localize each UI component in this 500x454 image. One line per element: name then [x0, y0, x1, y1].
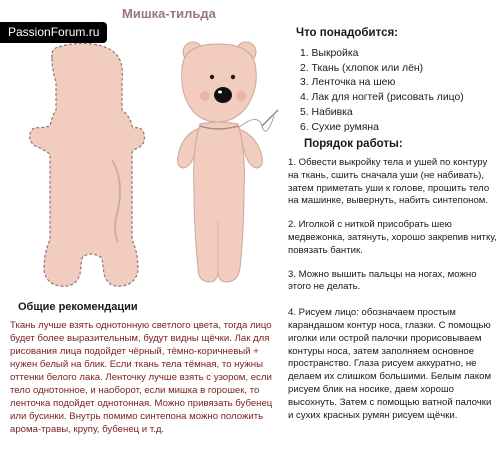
order-step: 4. Рисуем лицо: обозначаем простым карандашом контур носа, глазки. С помощью иголки или острой палочки прорисовываем контуры носа, затем заполняем основное пространство. Глаза рисуем аккуратно, не делаем их слишком большими. Белым лаком рисуем блик на носике, даем хорошо высохнуть. Затем с помощью ватной палочки и сухих красных румян рисуем щёчки. [288, 307, 492, 421]
bear-cheek-left [200, 91, 210, 101]
order-title: Порядок работы: [304, 138, 403, 150]
bear-head [182, 44, 257, 122]
needle-icon [262, 110, 278, 126]
bear-cheek-right [236, 91, 246, 101]
bear-eye-left [210, 75, 214, 79]
needs-item: 3. Ленточка на шею [300, 77, 396, 89]
order-step: 2. Иголкой с ниткой присобрать шею медвежонка, затянуть, хорошо закрепив нитку, повязать бантик. [288, 219, 497, 256]
order-step: 3. Можно вышить пальцы на ногах, можно этого не делать. [288, 268, 477, 293]
recommendations-text: Ткань лучше взять однотонную светлого цвета, тогда лицо будет более выразительным, будут видны щёчки. Лак для рисования лица подойдет чёрный, тёмно-коричневый + нужен белый на блик. Если ткань тела тёмная, то нужны оттенки белого лака. Ленточку лучше взять с узором, если тело однотонное, и наоборот, если мишка в горошек, то ленточка подойдет однотонная. Можно привязать бубенец или бусинки. Внутрь помимо синтепона можно положить арома-травы, крупу, бубенец и т.д. [10, 320, 273, 435]
order-steps [288, 157, 498, 433]
bear-body [194, 122, 245, 282]
needs-item: 6. Сухие румяна [300, 121, 379, 133]
needs-item: 1. Выкройка [300, 48, 359, 59]
recommendations-title: Общие рекомендации [18, 301, 138, 313]
bear-nose [214, 87, 232, 103]
page-title: Мишка-тильда [122, 6, 216, 21]
bear-pattern-body [30, 43, 145, 286]
needs-list [300, 47, 464, 135]
needs-title: Что понадобится: [296, 27, 399, 39]
order-step: 1. Обвести выкройку тела и ушей по контуру на ткань, сшить сначала уши (не набивать), затем приметать уши к голове, прошить тело на машинке, вывернуть, набить синтепоном. [288, 157, 490, 207]
bear-nose-highlight [218, 91, 222, 94]
bear-eye-right [231, 75, 235, 79]
thread-line [238, 116, 274, 131]
bear-illustration [0, 30, 280, 295]
needs-item: 2. Ткань (хлопок или лён) [300, 62, 424, 74]
site-badge[interactable]: PassionForum.ru [0, 22, 107, 43]
needs-item: 5. Набивка [300, 106, 353, 118]
bear-illustration-svg [0, 30, 280, 295]
needs-item: 4. Лак для ногтей (рисовать лицо) [300, 92, 464, 104]
